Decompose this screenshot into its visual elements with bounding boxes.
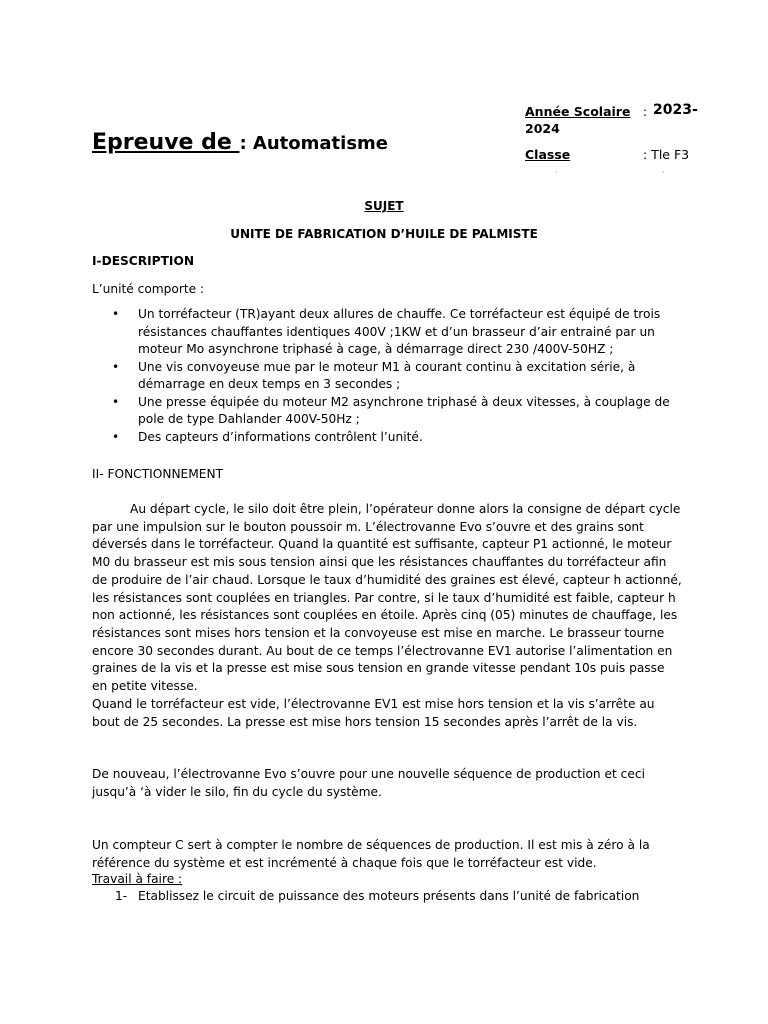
- bullet-icon: •: [112, 429, 120, 444]
- subtitle: UNITE DE FABRICATION D’HUILE DE PALMISTE: [230, 227, 538, 241]
- annee-label: Année Scolaire: [525, 104, 631, 119]
- bullet-icon: •: [112, 307, 120, 321]
- section-intro: L’unité comporte :: [92, 282, 205, 296]
- section-heading: II- FONCTIONNEMENT: [92, 467, 224, 481]
- epreuve-value: : Automatisme: [239, 133, 389, 154]
- bullet-list: [92, 306, 682, 446]
- sujet-heading: SUJET: [364, 199, 404, 213]
- list-item: • Une vis convoyeuse mue par le moteur M1 à courant continu à excitation série, à démarrage en deux temps en 3 secondes ;: [112, 359, 636, 391]
- epreuve-label: Epreuve de: [92, 130, 240, 155]
- page-title: [92, 130, 388, 155]
- item-number: 1-: [115, 889, 128, 903]
- bullet-icon: •: [112, 394, 120, 409]
- cut-off-mark: ·: [555, 168, 558, 178]
- paragraph: Un compteur C sert à compter le nombre de séquences de production. Il est mis à zéro à la référence du système et est incrémenté à chaque fois que le torréfacteur est vide.: [92, 838, 650, 870]
- paragraph: De nouveau, l’électrovanne Evo s’ouvre pour une nouvelle séquence de production et ceci jusqu’à ‘à vider le silo, fin du cycle du système.: [92, 767, 645, 799]
- annee-value-1: 2023-: [653, 102, 698, 118]
- paragraph: Quand le torréfacteur est vide, l’électrovanne EV1 est mise hors tension et la vis s’arrête au bout de 25 secondes. La presse est mise hors tension 15 secondes après l’arrêt de la vis.: [92, 697, 655, 729]
- cut-off-mark: ·: [662, 168, 665, 178]
- annee-colon: :: [643, 104, 648, 119]
- section-heading: I-DESCRIPTION: [92, 254, 195, 268]
- item-text: Etablissez le circuit de puissance des moteurs présents dans l’unité de fabrication: [138, 889, 640, 903]
- list-item: • Une presse équipée du moteur M2 asynchrone triphasé à deux vitesses, à couplage de pole de type Dahlander 400V-50Hz ;: [112, 394, 670, 426]
- annee-value-2: 2024: [525, 121, 560, 136]
- paragraph: Au départ cycle, le silo doit être plein, l’opérateur donne alors la consigne de départ cycle par une impulsion sur le bouton poussoir m. L’électrovanne Evo s’ouvre et des grains sont déversés dans le torréfacteur. Quand la quantité est suffisante, capteur P1 actionné, le moteur M0 du brasseur est mis sous tension ainsi que les résistances chauffantes du torréfacteur afin de produire de l’air chaud. Lorsque le taux d’humidité des graines est élevé, capteur h actionné, les résistances sont couplées en triangles. Par contre, si le taux d’humidité est faible, capteur h non actionné, les résistances sont couplées en étoile. Après cinq (05) minutes de chauffage, les résistances sont mises hors tension et la convoyeuse est mise en marche. Le brasseur tourne encore 30 secondes durant. Au bout de ce temps l’électrovanne EV1 autorise l’alimentation en graines de la vis et la presse est mise sous tension en grande vitesse pendant 10s puis passe en petite vitesse.: [92, 502, 682, 694]
- classe-label: Classe: [525, 147, 571, 162]
- classe-value: : Tle F3: [643, 147, 690, 162]
- work-heading: Travail à faire :: [92, 872, 183, 886]
- numbered-item: [115, 889, 640, 903]
- list-item: • Un torréfacteur (TR)ayant deux allures de chauffe. Ce torréfacteur est équipé de trois résistances chauffantes identiques 400V ;1KW et d’un brasseur d’air entrainé par un moteur Mo asynchrone triphasé à cage, à démarrage direct 230 /400V-50HZ ;: [112, 307, 661, 356]
- list-item: • Des capteurs d’informations contrôlent l’unité.: [92, 429, 682, 447]
- bullet-icon: •: [112, 359, 120, 374]
